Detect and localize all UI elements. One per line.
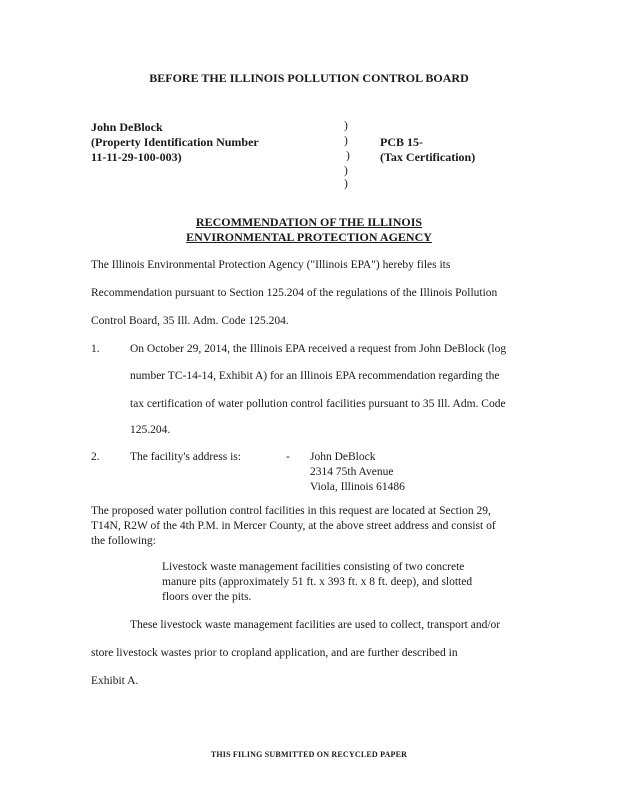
item1-line: number TC-14-14, Exhibit A) for an Illinois EPA recommendation regarding the bbox=[130, 370, 500, 382]
item1-line: On October 29, 2014, the Illinois EPA received a request from John DeBlock (log bbox=[130, 343, 507, 355]
item1-line: tax certification of water pollution control facilities pursuant to 35 Ill. Adm. Code bbox=[130, 398, 506, 410]
facility-description-line: manure pits (approximately 51 ft. x 393 ft. x 8 ft. deep), and slotted bbox=[162, 576, 473, 588]
intro-line: The Illinois Environmental Protection Agency ("Illinois EPA") hereby files its bbox=[91, 259, 451, 271]
location-line: The proposed water pollution control facilities in this request are located at Section 29, bbox=[91, 505, 491, 517]
property-id-label: (Property Identification Number bbox=[91, 135, 259, 149]
caption-paren: ) bbox=[344, 165, 348, 177]
item-number: 1. bbox=[91, 343, 100, 355]
caption-paren: ) bbox=[344, 178, 348, 190]
caption-paren: ) bbox=[346, 150, 350, 162]
intro-line: Control Board, 35 Ill. Adm. Code 125.204. bbox=[91, 315, 289, 327]
case-number: PCB 15- bbox=[380, 135, 423, 149]
recommendation-heading-line2: ENVIRONMENTAL PROTECTION AGENCY bbox=[186, 230, 432, 244]
intro-line: Recommendation pursuant to Section 125.204 of the regulations of the Illinois Pollution bbox=[91, 287, 498, 299]
closing-line: store livestock wastes prior to cropland application, and are further described in bbox=[91, 647, 458, 659]
property-id-number: 11-11-29-100-003) bbox=[91, 150, 182, 164]
item1-line: 125.204. bbox=[130, 424, 171, 436]
party-name: John DeBlock bbox=[91, 120, 163, 134]
caption-paren: ) bbox=[344, 120, 348, 132]
recommendation-heading-line1: RECOMMENDATION OF THE ILLINOIS bbox=[195, 215, 423, 229]
case-type: (Tax Certification) bbox=[380, 150, 476, 164]
board-title: BEFORE THE ILLINOIS POLLUTION CONTROL BOARD bbox=[149, 71, 469, 85]
address-line: 2314 75th Avenue bbox=[310, 466, 394, 478]
closing-line: These livestock waste management facilities are used to collect, transport and/or bbox=[130, 619, 501, 631]
item-number: 2. bbox=[91, 451, 100, 463]
facility-description-line: floors over the pits. bbox=[162, 591, 252, 603]
address-dash: - bbox=[286, 451, 290, 463]
facility-address-label: The facility's address is: bbox=[130, 451, 241, 463]
facility-description-line: Livestock waste management facilities consisting of two concrete bbox=[162, 561, 465, 573]
location-line: T14N, R2W of the 4th P.M. in Mercer County, at the above street address and consist of bbox=[91, 520, 496, 532]
closing-line: Exhibit A. bbox=[91, 675, 139, 687]
caption-paren: ) bbox=[344, 135, 348, 147]
address-line: John DeBlock bbox=[310, 451, 376, 463]
location-line: the following: bbox=[91, 535, 156, 547]
address-line: Viola, Illinois 61486 bbox=[310, 481, 405, 493]
recycled-paper-footer: THIS FILING SUBMITTED ON RECYCLED PAPER bbox=[210, 750, 408, 759]
